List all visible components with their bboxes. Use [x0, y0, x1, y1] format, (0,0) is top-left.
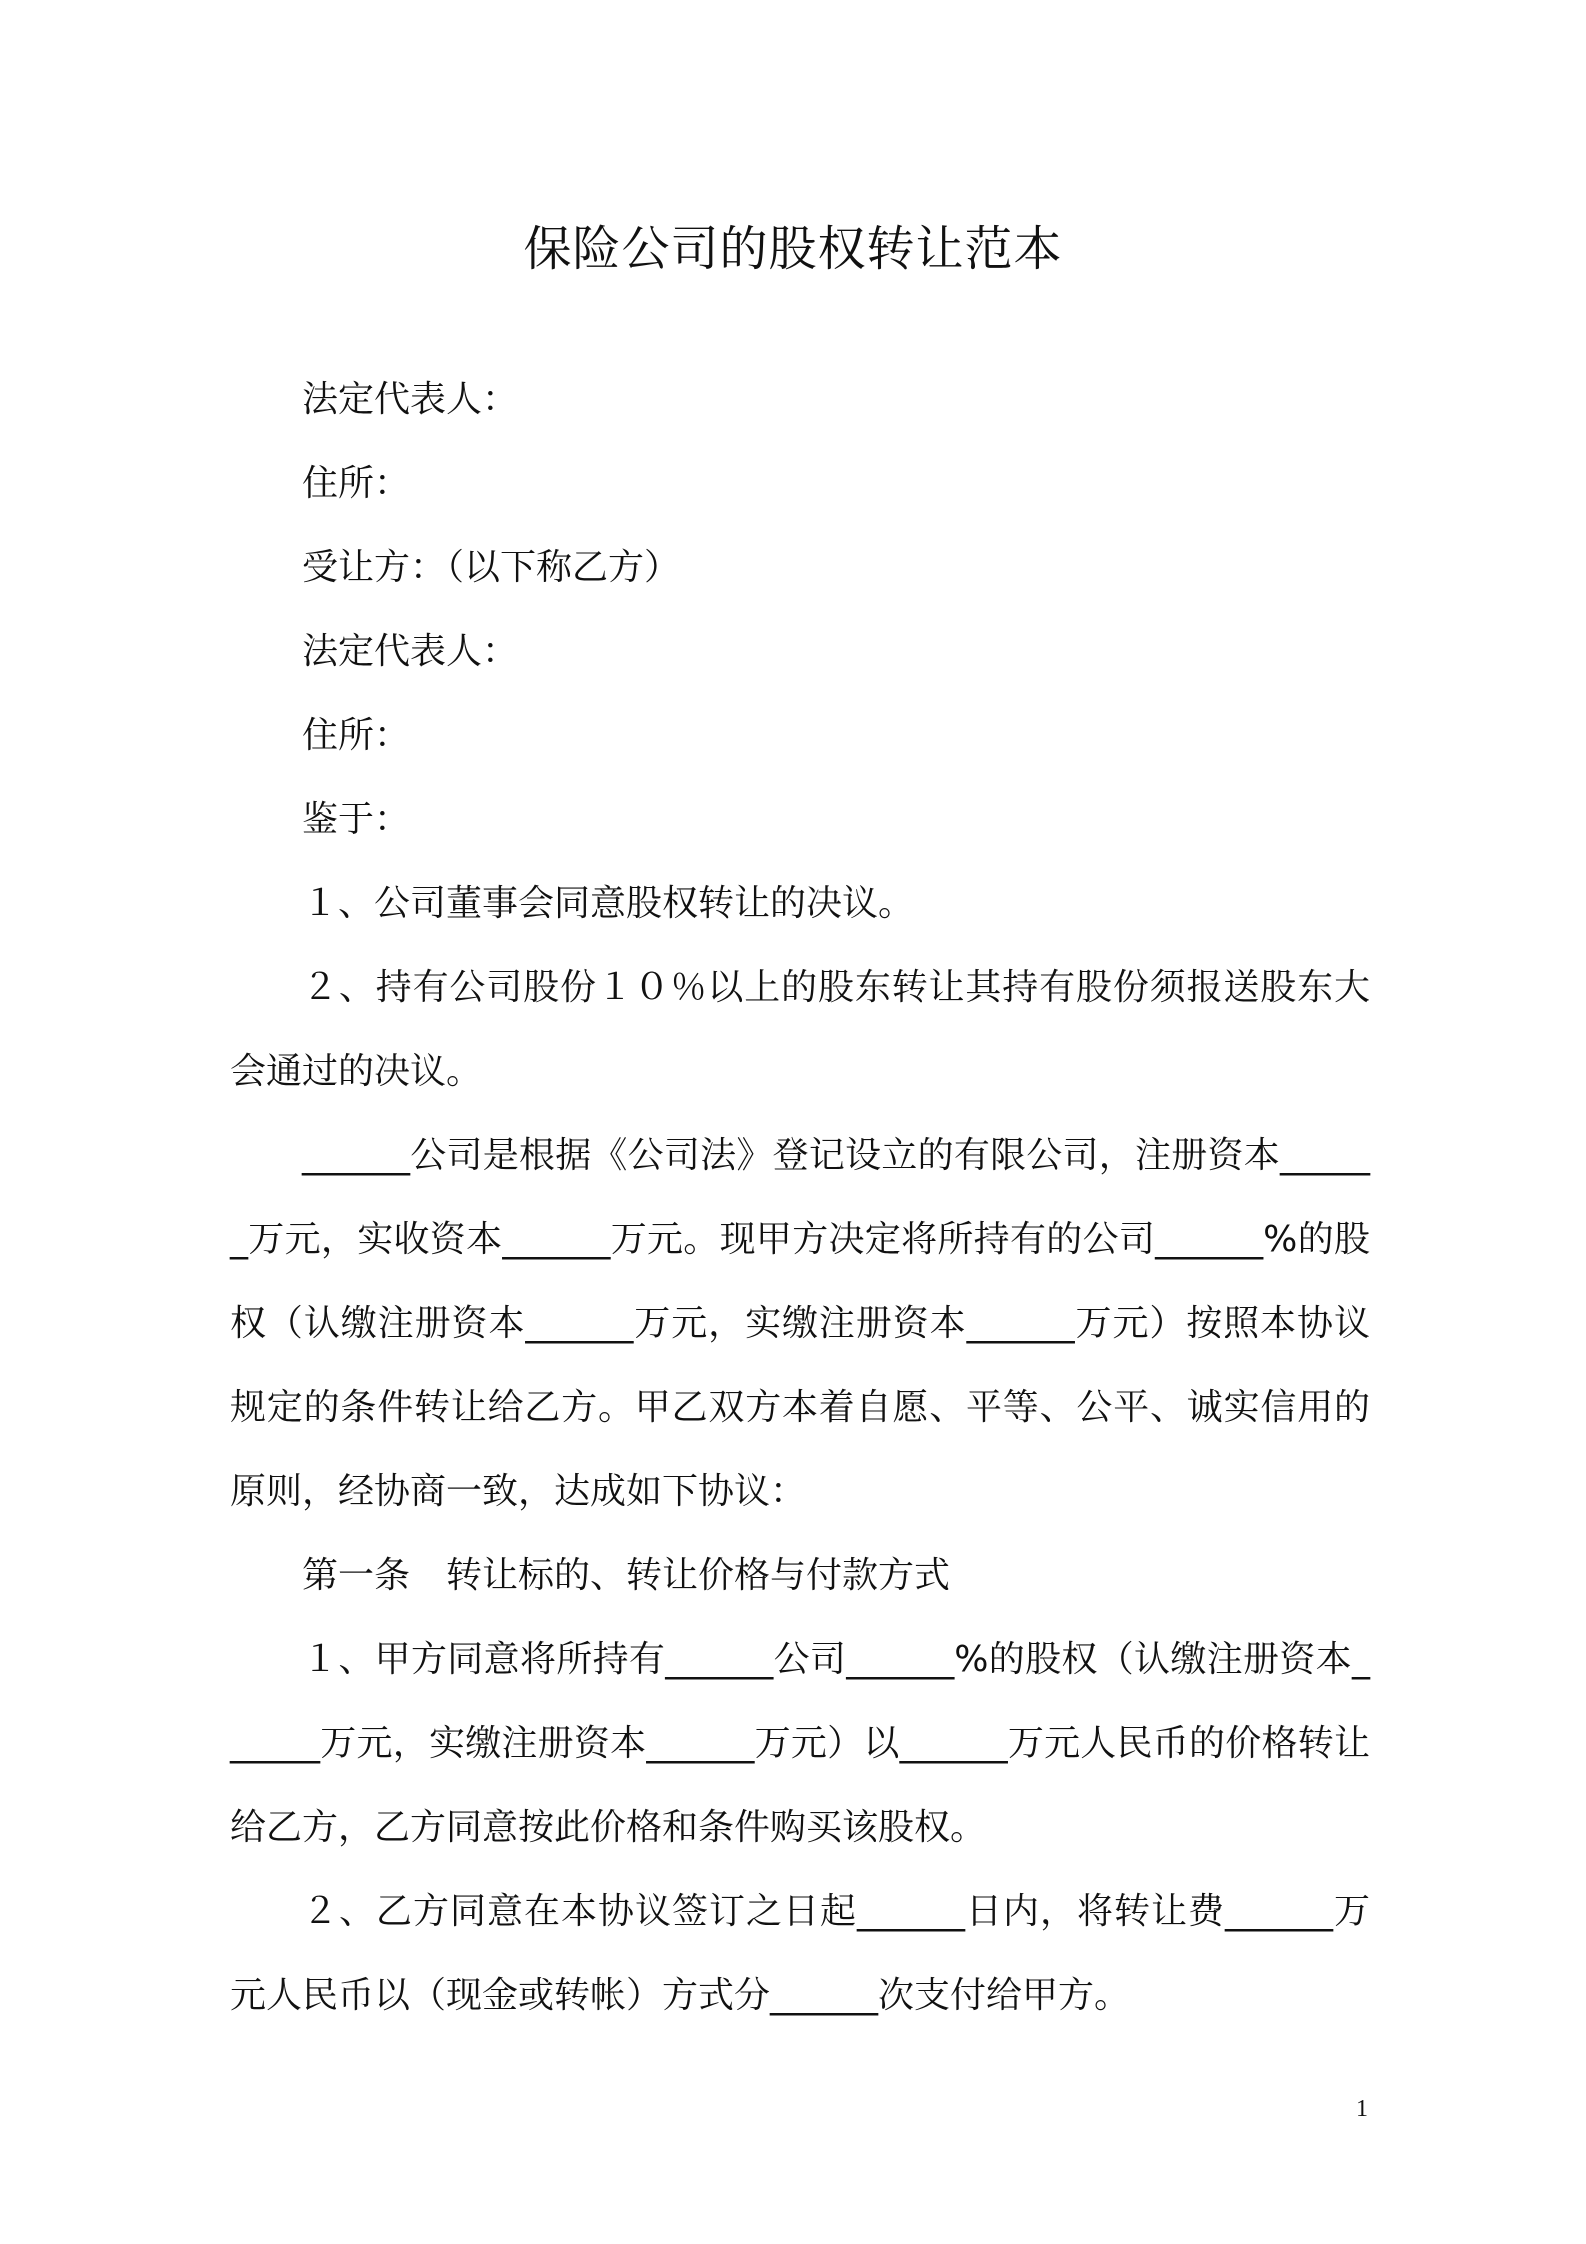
article-heading-1: 第一条 转让标的、转让价格与付款方式	[302, 1555, 951, 1596]
paragraph-legal-representative-b: 法定代表人：	[302, 631, 519, 672]
article-1-clause-2: ２、乙方同意在本协议签订之日起______日内，将转让费______万元人民币以（现金或转帐）方式分______次支付给甲方。	[230, 1891, 1370, 2016]
paragraph-company-background: ______公司是根据《公司法》登记设立的有限公司，注册资本______万元，实收资本______万元。现甲方决定将所持有的公司______%的股权（认缴注册资本______万元，实缴注册资本______万元）按照本协议规定的条件转让给乙方。甲乙双方本着自愿、平等、公平、诚实信用的原则，经协商一致，达成如下协议：	[230, 1135, 1370, 1512]
document-body	[230, 358, 1370, 2038]
paragraph-legal-representative-a: 法定代表人：	[302, 379, 519, 420]
article-1-clause-1: １、甲方同意将所持有______公司______%的股权（认缴注册资本______万元，实缴注册资本______万元）以______万元人民币的价格转让给乙方，乙方同意按此价格和条件购买该股权。	[230, 1639, 1370, 1848]
paragraph-address-b: 住所：	[302, 715, 411, 756]
paragraph-whereas-item-2: ２、持有公司股份１０％以上的股东转让其持有股份须报送股东大会通过的决议。	[230, 967, 1370, 1092]
page-number: 1	[1356, 2096, 1368, 2122]
paragraph-whereas: 鉴于：	[302, 799, 411, 840]
paragraph-transferee: 受让方：（以下称乙方）	[302, 547, 681, 588]
document-title: 保险公司的股权转让范本	[523, 221, 1063, 277]
paragraph-address-a: 住所：	[302, 463, 411, 504]
paragraph-whereas-item-1: １、公司董事会同意股权转让的决议。	[302, 883, 915, 924]
